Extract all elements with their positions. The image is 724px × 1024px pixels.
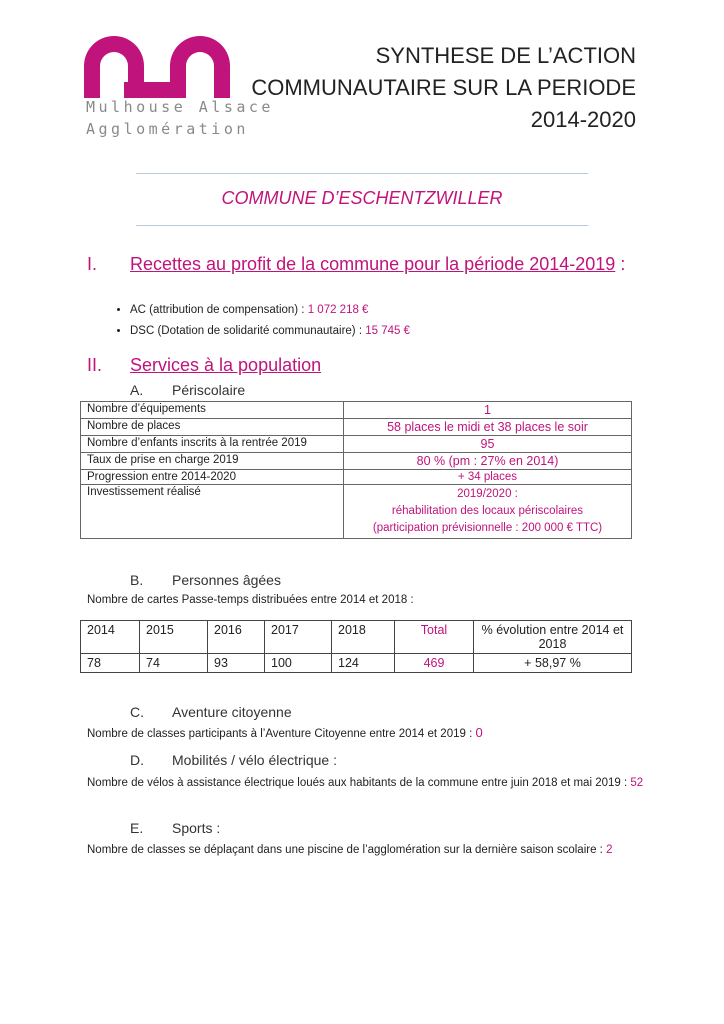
title-line: 2014-2020: [530, 107, 636, 132]
periscolaire-table: [80, 401, 632, 539]
recettes-list: [90, 300, 410, 342]
logo-text-line1: Mulhouse Alsace: [86, 98, 274, 116]
list-item: [130, 321, 410, 342]
subsection-title: Aventure citoyenne: [172, 704, 292, 720]
subsection-title: Sports :: [172, 820, 221, 836]
value-line: 2019/2020 :: [457, 488, 518, 500]
table-header-cell: % évolution entre 2014 et 2018: [474, 621, 632, 654]
table-cell-value: 95: [344, 436, 632, 453]
table-cell-label: Investissement réalisé: [81, 485, 344, 539]
logo-text-line2: Agglomération: [86, 120, 249, 138]
table-header-cell: 2016: [208, 621, 265, 654]
item-label: AC (attribution de compensation) :: [130, 304, 308, 316]
section-number: I.: [87, 254, 98, 274]
subsection-title: Personnes âgées: [172, 572, 281, 588]
description-value: 2: [606, 844, 613, 856]
item-value: 1 072 218 €: [307, 304, 369, 316]
table-row: [81, 470, 632, 485]
table-cell-label: Progression entre 2014-2020: [81, 470, 344, 485]
value-line: réhabilitation des locaux périscolaires: [391, 505, 584, 517]
table-header-row: [81, 621, 632, 654]
subsection-title: Mobilités / vélo électrique :: [172, 752, 337, 768]
table-cell-label: Taux de prise en charge 2019: [81, 453, 344, 470]
subsection-description: [87, 725, 483, 740]
section-title: Services à la population: [130, 355, 322, 375]
table-cell-label: Nombre d’équipements: [81, 402, 344, 419]
table-cell-value: 80 % (pm : 27% en 2014): [344, 453, 632, 470]
item-label: DSC (Dotation de solidarité communautaire) :: [130, 325, 366, 337]
subsection-letter: E.: [130, 820, 144, 836]
personnes-agees-table: [80, 620, 632, 673]
m-logo-mark: [84, 36, 236, 98]
table-row: [81, 402, 632, 419]
table-header-cell: Total: [395, 621, 474, 654]
table-cell-value: [344, 485, 632, 539]
table-cell: 469: [395, 654, 474, 673]
title-line: SYNTHESE DE L’ACTION: [375, 43, 636, 68]
value-line: (participation prévisionnelle : 200 000 € TTC): [372, 522, 603, 534]
subsection-title: Périscolaire: [172, 382, 246, 398]
description-text: Nombre de classes se déplaçant dans une piscine de l’agglomération sur la dernière saison scolaire :: [87, 844, 607, 856]
subsection-description: [87, 840, 647, 861]
item-value: 15 745 €: [365, 325, 410, 337]
table-header-cell: 2015: [140, 621, 208, 654]
description-text: Nombre de vélos à assistance électrique loués aux habitants de la commune entre juin 2018 et mai 2019 :: [87, 777, 631, 789]
table-cell-label: Nombre d’enfants inscrits à la rentrée 2019: [81, 436, 344, 453]
subsection-description: [87, 773, 647, 794]
table-row: [81, 436, 632, 453]
description-value: 0: [475, 725, 483, 740]
table-cell-value: + 34 places: [344, 470, 632, 485]
subsection-letter: C.: [130, 704, 144, 720]
table-cell-label: Nombre de places: [81, 419, 344, 436]
table-row: [81, 419, 632, 436]
section-colon: :: [615, 254, 626, 274]
table-cell: 124: [332, 654, 395, 673]
table-cell: 100: [265, 654, 332, 673]
table-cell: 74: [140, 654, 208, 673]
table-cell: + 58,97 %: [474, 654, 632, 673]
subsection-description: Nombre de cartes Passe-temps distribuées entre 2014 et 2018 :: [87, 594, 414, 606]
divider: [136, 173, 588, 174]
description-value: 52: [630, 777, 644, 789]
table-header-cell: 2018: [332, 621, 395, 654]
table-row: [81, 485, 632, 539]
document-title: [251, 40, 636, 136]
table-row: [81, 453, 632, 470]
divider: [136, 225, 588, 226]
section-heading: [130, 254, 625, 275]
title-line: COMMUNAUTAIRE SUR LA PERIODE: [251, 75, 636, 100]
table-cell-value: 58 places le midi et 38 places le soir: [344, 419, 632, 436]
table-cell-value: 1: [344, 402, 632, 419]
table-cell: 78: [81, 654, 140, 673]
table-header-cell: 2017: [265, 621, 332, 654]
subsection-letter: D.: [130, 752, 144, 768]
subsection-letter: B.: [130, 572, 144, 588]
description-text: Nombre de classes participants à l’Aventure Citoyenne entre 2014 et 2019 :: [87, 728, 476, 740]
section-title: Recettes au profit de la commune pour la période 2014-2019: [130, 254, 616, 274]
subsection-letter: A.: [130, 382, 144, 398]
logo: [84, 36, 274, 146]
section-number: II.: [87, 355, 103, 375]
table-header-cell: 2014: [81, 621, 140, 654]
table-row: [81, 654, 632, 673]
commune-title: COMMUNE D’ESCHENTZWILLER: [221, 188, 503, 208]
table-cell: 93: [208, 654, 265, 673]
list-item: [130, 300, 410, 321]
